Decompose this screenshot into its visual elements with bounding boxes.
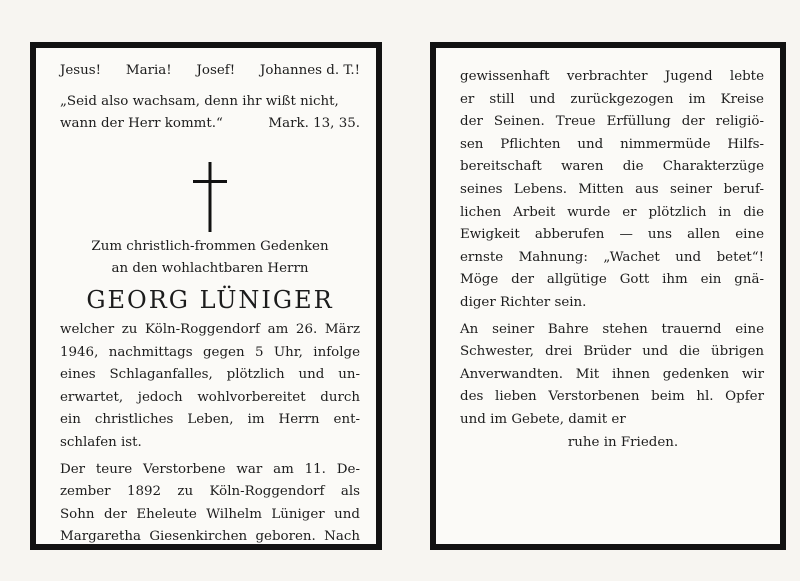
bible-quote-line-2 [60, 113, 360, 136]
paragraph-line: diger Richter sein. [460, 294, 587, 310]
paragraph-line: und im Gebete, damit er [460, 411, 626, 427]
mourners-paragraph [460, 319, 764, 432]
paragraph-line: zember 1892 zu Köln-Roggendorf als [60, 484, 360, 500]
paragraph-line: Der teure Verstorbene war am 11. De- [60, 461, 360, 477]
birth-paragraph [60, 459, 360, 549]
bible-quote-text: wann der Herr kommt.“ [60, 116, 223, 132]
invocation-josef: Josef! [196, 63, 236, 78]
invocation-johannes: Johannes d. T.! [259, 63, 360, 78]
paragraph-line: bereitschaft waren die Charakterzüge [460, 159, 764, 175]
paragraph-line: ernste Mahnung: „Wachet und betet“! [460, 249, 764, 265]
paragraph-line: er still und zurückgezogen im Kreise [460, 91, 764, 107]
invocation-line [60, 60, 360, 83]
paragraph-line: ein christliches Leben, im Herrn ent- [60, 412, 360, 428]
paragraph-line: lichen Arbeit wurde er plötzlich in die [460, 204, 764, 220]
paragraph-line: schlafen ist. [60, 434, 142, 450]
memorial-line-2: an den wohlachtbaren Herrn [111, 261, 309, 277]
paragraph-line: seines Lebens. Mitten aus seiner beruf- [460, 181, 764, 197]
paragraph-line: gewissenhaft verbrachter Jugend lebte [460, 69, 764, 84]
paragraph-line: eines Schlaganfalles, plötzlich und un- [60, 367, 360, 383]
paragraph-line: sen Pflichten und nimmermüde Hilfs- [460, 136, 764, 152]
bible-quote-line-1: „Seid also wachsam, denn ihr wißt nicht, [60, 93, 339, 109]
paragraph-line: Ewigkeit abberufen — uns allen eine [460, 227, 764, 243]
paragraph-line: der Seinen. Treue Erfüllung der religiö- [460, 114, 764, 130]
paragraph-line: erwartet, jedoch wohlvorbereitet durch [60, 389, 360, 405]
cross-icon [193, 162, 227, 232]
paragraph-line: Schwester, drei Brüder und die übrigen [460, 344, 764, 360]
paragraph-line: welcher zu Köln-Roggendorf am 26. März [60, 321, 360, 337]
death-paragraph [60, 319, 360, 455]
paragraph-line: 1946, nachmittags gegen 5 Uhr, infolge [60, 344, 360, 360]
right-memorial-panel [430, 42, 786, 550]
paragraph-line: Margaretha Giesenkirchen geboren. Nach [60, 529, 360, 545]
paragraph-line: Sohn der Eheleute Wilhelm Lüniger und [60, 506, 360, 522]
paragraph-line: Möge der allgütige Gott ihm ein gnä- [460, 272, 764, 288]
closing-blessing: ruhe in Frieden. [567, 434, 679, 450]
deceased-name: GEORG LÜNIGER [86, 285, 334, 314]
memorial-line-1: Zum christlich-frommen Gedenken [91, 238, 329, 254]
paragraph-line: Anverwandten. Mit ihnen gedenken wir [460, 366, 764, 382]
life-paragraph [460, 66, 764, 315]
paragraph-line: An seiner Bahre stehen trauernd eine [460, 321, 764, 337]
left-memorial-panel [30, 42, 382, 550]
paragraph-line: des lieben Verstorbenen beim hl. Opfer [460, 389, 764, 405]
bible-quote-reference: Mark. 13, 35. [268, 116, 360, 132]
invocation-jesus: Jesus! [60, 63, 102, 78]
invocation-maria: Maria! [125, 63, 172, 78]
